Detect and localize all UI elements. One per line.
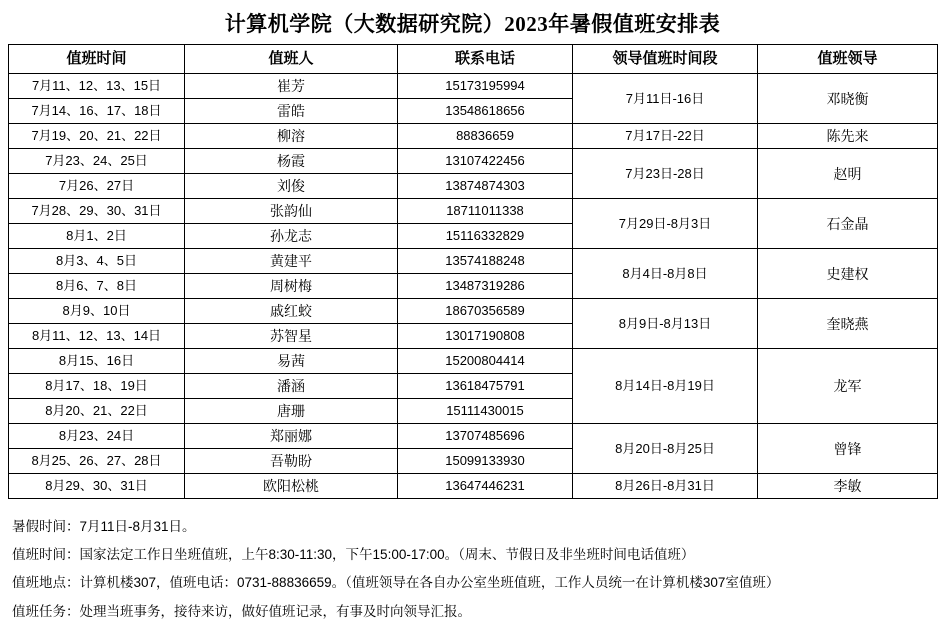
cell-duty-person: 刘俊 xyxy=(185,174,398,199)
cell-duty-person: 潘涵 xyxy=(185,374,398,399)
cell-duty-time: 7月11、12、13、15日 xyxy=(9,74,185,99)
cell-phone: 15116332829 xyxy=(398,224,573,249)
cell-duty-person: 张韵仙 xyxy=(185,199,398,224)
cell-phone: 15200804414 xyxy=(398,349,573,374)
cell-duty-time: 8月20、21、22日 xyxy=(9,399,185,424)
table-row xyxy=(9,249,938,274)
cell-phone: 13017190808 xyxy=(398,324,573,349)
column-header-phone: 联系电话 xyxy=(398,45,573,74)
cell-duty-person: 吾勒盼 xyxy=(185,449,398,474)
cell-duty-time: 7月14、16、17、18日 xyxy=(9,99,185,124)
cell-leader-period: 7月29日-8月3日 xyxy=(573,199,758,249)
cell-duty-time: 8月1、2日 xyxy=(9,224,185,249)
cell-leader-period: 8月4日-8月8日 xyxy=(573,249,758,299)
cell-phone: 15173195994 xyxy=(398,74,573,99)
note-vacation-period: 暑假时间：7月11日-8月31日。 xyxy=(12,519,196,534)
table-header xyxy=(9,45,938,74)
cell-duty-time: 8月15、16日 xyxy=(9,349,185,374)
column-header-leader-period: 领导值班时间段 xyxy=(573,45,758,74)
cell-leader-name: 龙军 xyxy=(758,349,938,424)
cell-leader-period: 7月17日-22日 xyxy=(573,124,758,149)
cell-phone: 88836659 xyxy=(398,124,573,149)
cell-leader-name: 曾锋 xyxy=(758,424,938,474)
cell-duty-time: 8月23、24日 xyxy=(9,424,185,449)
cell-phone: 18670356589 xyxy=(398,299,573,324)
cell-leader-period: 7月11日-16日 xyxy=(573,74,758,124)
cell-leader-name: 赵明 xyxy=(758,149,938,199)
table-row xyxy=(9,474,938,499)
table-row xyxy=(9,299,938,324)
cell-duty-person: 唐珊 xyxy=(185,399,398,424)
cell-duty-time: 8月6、7、8日 xyxy=(9,274,185,299)
notes-section xyxy=(8,513,937,626)
table-row xyxy=(9,199,938,224)
cell-duty-time: 7月19、20、21、22日 xyxy=(9,124,185,149)
table-row xyxy=(9,349,938,374)
cell-leader-name: 陈先来 xyxy=(758,124,938,149)
cell-phone: 13574188248 xyxy=(398,249,573,274)
table-row xyxy=(9,74,938,99)
cell-leader-period: 7月23日-28日 xyxy=(573,149,758,199)
column-header-duty-person: 值班人 xyxy=(185,45,398,74)
table-row xyxy=(9,124,938,149)
cell-duty-person: 杨霞 xyxy=(185,149,398,174)
cell-duty-person: 柳溶 xyxy=(185,124,398,149)
cell-phone: 13874874303 xyxy=(398,174,573,199)
duty-schedule-table xyxy=(8,44,938,499)
cell-duty-time: 7月23、24、25日 xyxy=(9,149,185,174)
cell-duty-time: 8月3、4、5日 xyxy=(9,249,185,274)
cell-phone: 13618475791 xyxy=(398,374,573,399)
cell-duty-person: 苏智星 xyxy=(185,324,398,349)
cell-phone: 15111430015 xyxy=(398,399,573,424)
cell-duty-time: 7月26、27日 xyxy=(9,174,185,199)
cell-phone: 13647446231 xyxy=(398,474,573,499)
cell-duty-person: 戚红蛟 xyxy=(185,299,398,324)
cell-phone: 18711011338 xyxy=(398,199,573,224)
cell-leader-name: 邓晓衡 xyxy=(758,74,938,124)
cell-leader-period: 8月14日-8月19日 xyxy=(573,349,758,424)
cell-leader-name: 史建权 xyxy=(758,249,938,299)
cell-duty-person: 雷皓 xyxy=(185,99,398,124)
cell-duty-time: 8月29、30、31日 xyxy=(9,474,185,499)
table-body xyxy=(9,74,938,499)
table-row xyxy=(9,424,938,449)
cell-duty-person: 欧阳松桃 xyxy=(185,474,398,499)
cell-leader-name: 石金晶 xyxy=(758,199,938,249)
cell-duty-time: 8月17、18、19日 xyxy=(9,374,185,399)
cell-phone: 13548618656 xyxy=(398,99,573,124)
cell-leader-name: 奎晓燕 xyxy=(758,299,938,349)
cell-leader-period: 8月9日-8月13日 xyxy=(573,299,758,349)
cell-phone: 13107422456 xyxy=(398,149,573,174)
cell-duty-person: 崔芳 xyxy=(185,74,398,99)
cell-leader-name: 李敏 xyxy=(758,474,938,499)
note-duty-tasks: 值班任务：处理当班事务，接待来访，做好值班记录，有事及时向领导汇报。 xyxy=(12,603,471,619)
cell-duty-person: 黄建平 xyxy=(185,249,398,274)
cell-duty-person: 郑丽娜 xyxy=(185,424,398,449)
table-header-row xyxy=(9,45,938,74)
cell-duty-person: 周树梅 xyxy=(185,274,398,299)
column-header-duty-time: 值班时间 xyxy=(9,45,185,74)
cell-leader-period: 8月20日-8月25日 xyxy=(573,424,758,474)
note-duty-location: 值班地点：计算机楼307，值班电话：0731-88836659。（值班领导在各自办公室坐班值班，工作人员统一在计算机楼307室值班） xyxy=(12,575,780,591)
cell-phone: 13707485696 xyxy=(398,424,573,449)
cell-duty-time: 8月9、10日 xyxy=(9,299,185,324)
note-duty-hours: 值班时间：国家法定工作日坐班值班，上午8:30-11:30，下午15:00-17:00。（周末、节假日及非坐班时间电话值班） xyxy=(12,547,695,563)
cell-phone: 15099133930 xyxy=(398,449,573,474)
page-title: 计算机学院（大数据研究院）2023年暑假值班安排表 xyxy=(224,12,721,36)
cell-phone: 13487319286 xyxy=(398,274,573,299)
cell-duty-person: 易茜 xyxy=(185,349,398,374)
cell-duty-time: 8月11、12、13、14日 xyxy=(9,324,185,349)
cell-duty-time: 7月28、29、30、31日 xyxy=(9,199,185,224)
cell-duty-person: 孙龙志 xyxy=(185,224,398,249)
cell-duty-time: 8月25、26、27、28日 xyxy=(9,449,185,474)
table-row xyxy=(9,149,938,174)
column-header-leader: 值班领导 xyxy=(758,45,938,74)
cell-leader-period: 8月26日-8月31日 xyxy=(573,474,758,499)
